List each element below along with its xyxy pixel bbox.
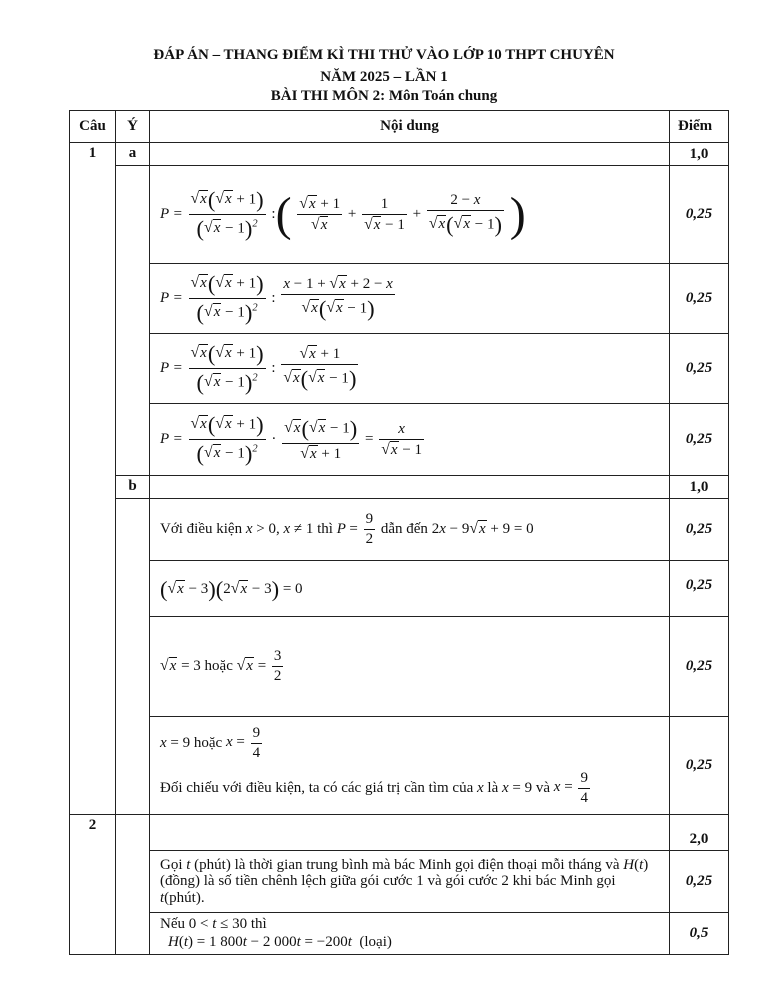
q1a-step4-row [70, 404, 729, 476]
q1b-step2-row [70, 561, 729, 617]
q2-number: 2 [70, 815, 116, 955]
col-header-cau: Câu [70, 111, 116, 143]
q1a-step1-row [70, 166, 729, 264]
q1b-total: 1,0 [670, 476, 729, 499]
q1b-step2-score: 0,25 [670, 561, 729, 617]
q1b-label: b [116, 476, 150, 499]
q1b-step2-formula: (√x − 3)(2√x − 3) = 0 [150, 561, 670, 617]
header-line-3: BÀI THI MÔN 2: Môn Toán chung [270, 88, 498, 104]
q1a-step1-score: 0,25 [670, 166, 729, 264]
q1b-step3-content: √x = 3 hoặc √x = $\frac{3}{2}$ [150, 617, 670, 717]
q1b-step1-row [70, 499, 729, 561]
q1a-row [70, 143, 729, 166]
q1a-step2-score: 0,25 [670, 264, 729, 334]
q2-step2-content: Nếu 0 < t ≤ 30 thì H(t) = 1 800t − 2 000t = −200t (loại) [150, 913, 670, 955]
header-line-2: NĂM 2025 – LẦN 1 [320, 69, 448, 85]
q1a-step4-formula: P = $\frac{√x(√x + 1)}{(√x - 1)^2}$ · $\frac{√x(√x - 1)}{√x + 1}$ = $\frac{x}{√x - 1}$ [150, 404, 670, 476]
q2-step2-score: 0,5 [670, 913, 729, 955]
q1a-step3-row [70, 334, 729, 404]
q1a-step1-formula: P = $\frac{√x(√x + 1)}{(√x - 1)^2}$ :( $\frac{√x + 1}{√x}$ + $\frac{1}{√x - 1}$ + $\frac{2 - x}{√x(√x - 1)}$ ) [150, 166, 670, 264]
q2-step1-row [70, 851, 729, 913]
col-header-diem: Điểm [670, 111, 729, 143]
q1b-step3-row [70, 617, 729, 717]
q1a-step4-score: 0,25 [670, 404, 729, 476]
q1b-row [70, 476, 729, 499]
q1a-total: 1,0 [670, 143, 729, 166]
answer-table [69, 110, 729, 955]
q1b-step4-row [70, 717, 729, 815]
header-line-1: ĐÁP ÁN – THANG ĐIỂM KÌ THI THỬ VÀO LỚP 10 THPT CHUYÊN [153, 47, 615, 63]
table-header-row [70, 111, 729, 143]
q2-row [70, 815, 729, 851]
q2-step1-content: Gọi t (phút) là thời gian trung bình mà bác Minh gọi điện thoại mỗi tháng và H(t) (đồng) là số tiền chênh lệch giữa gói cước 1 và gói cước 2 khi bác Minh gọi t(phút). [150, 851, 670, 913]
q1b-step4-score: 0,25 [670, 717, 729, 815]
q1b-step1-content: Với điều kiện x > 0, x ≠ 1 thì P = $\frac{9}{2}$ dẫn đến 2x − 9√x + 9 = 0 [150, 499, 670, 561]
q2-step1-score: 0,25 [670, 851, 729, 913]
q1-number: 1 [70, 143, 116, 815]
q1a-step2-row [70, 264, 729, 334]
col-header-y: Ý [116, 111, 150, 143]
q1b-step3-score: 0,25 [670, 617, 729, 717]
q1a-label: a [116, 143, 150, 166]
q1a-step3-score: 0,25 [670, 334, 729, 404]
q2-step2-row [70, 913, 729, 955]
q1a-step3-formula: P = $\frac{√x(√x + 1)}{(√x - 1)^2}$ : $\frac{√x + 1}{√x(√x - 1)}$ [150, 334, 670, 404]
q1a-step2-formula: P = $\frac{√x(√x + 1)}{(√x - 1)^2}$ : $\frac{x - 1 + √x + 2 - x}{√x(√x - 1)}$ [150, 264, 670, 334]
col-header-noidung: Nội dung [150, 111, 670, 143]
q2-total: 2,0 [670, 815, 729, 851]
q1b-step1-score: 0,25 [670, 499, 729, 561]
q1b-step4-content: x = 9 hoặc x = $\frac{9}{4}$ Đối chiếu với điều kiện, ta có các giá trị cần tìm của x là x = 9 và x = $\frac{9}{4}$ [150, 717, 670, 815]
